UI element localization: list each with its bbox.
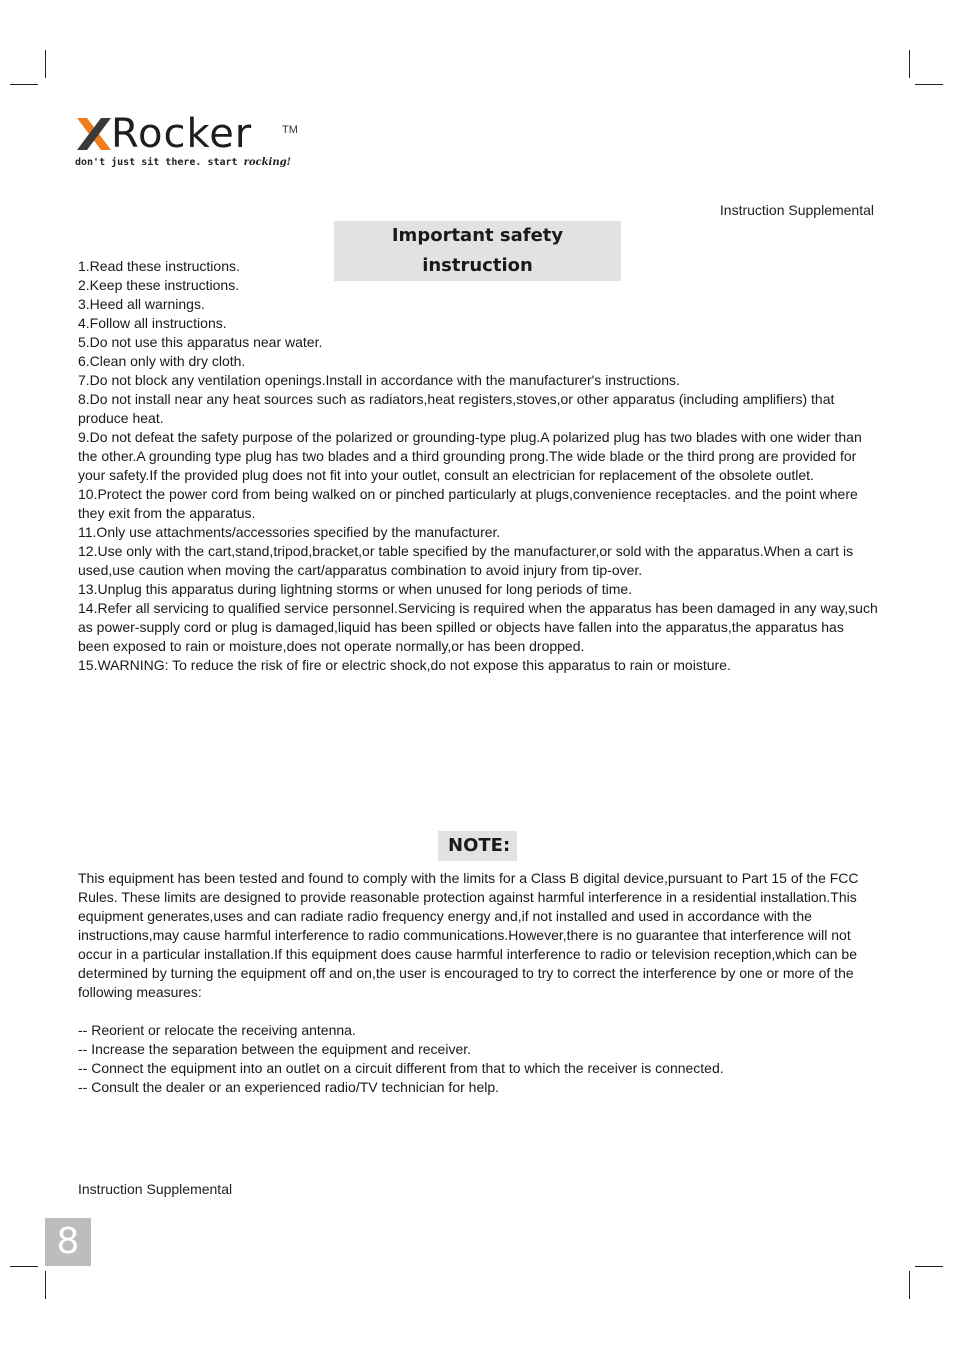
safety-item: 12.Use only with the cart,stand,tripod,bracket,or table specified by the manufacturer,or sold with the apparatus.When a cart is used,use caution when moving the cart/apparatus combination to avoid injury from tip-over.	[78, 543, 854, 578]
page-number: 8	[45, 1218, 91, 1266]
safety-item: 7.Do not block any ventilation openings.Install in accordance with the manufacturer's instructions.	[78, 372, 680, 388]
safety-item: 3.Heed all warnings.	[78, 296, 205, 312]
safety-item: 2.Keep these instructions.	[78, 277, 240, 293]
header-label: Instruction Supplemental	[719, 202, 874, 218]
safety-item: 14.Refer all servicing to qualified service personnel.Servicing is required when the apparatus has been damaged in any way,such as power-supply cord or plug is damaged,liquid has been spilled or objects have fallen into the apparatus,the apparatus has been exposed to rain or moisture,does not operate normally,or has been dropped.	[78, 600, 878, 654]
brand-tagline	[75, 157, 291, 168]
crop-mark	[915, 1266, 943, 1267]
note-body: This equipment has been tested and found to comply with the limits for a Class B digital device,pursuant to Part 15 of the FCC Rules. These limits are designed to provide reasonable protection against harmful interference in a residential installation.This equipment generates,uses and can radiate radio frequency energy and,if not installed and used in accordance with the instructions,may cause harmful interference to radio communications.However,there is no guarantee that interference will not occur in a particular installation.If this equipment does cause harmful interference to radio or television reception,which can be determined by turning the equipment off and on,the user is encouraged to try to correct the interference by one or more of the following measures:	[78, 870, 859, 1000]
crop-mark	[915, 84, 943, 85]
crop-mark	[45, 50, 46, 78]
crop-mark	[45, 1271, 46, 1299]
brand-logo	[75, 112, 305, 174]
safety-item: 6.Clean only with dry cloth.	[78, 353, 246, 369]
x-logo-icon	[75, 116, 113, 152]
measure-item: -- Consult the dealer or an experienced radio/TV technician for help.	[78, 1079, 500, 1095]
trademark-symbol: TM	[282, 124, 298, 136]
safety-heading: Important safety instruction	[334, 221, 621, 281]
safety-item: 11.Only use attachments/accessories specified by the manufacturer.	[78, 524, 501, 540]
crop-mark	[10, 1266, 38, 1267]
crop-mark	[10, 84, 38, 85]
measure-item: -- Reorient or relocate the receiving antenna.	[78, 1022, 356, 1038]
safety-item: 10.Protect the power cord from being walked on or pinched particularly at plugs,convenience receptacles. and the point where they exit from the apparatus.	[78, 486, 858, 521]
crop-mark	[909, 50, 910, 78]
note-heading: NOTE:	[438, 831, 517, 861]
safety-item: 15.WARNING: To reduce the risk of fire or electric shock,do not expose this apparatus to rain or moisture.	[78, 657, 731, 673]
safety-item: 4.Follow all instructions.	[78, 315, 227, 331]
brand-wordmark: Rocker	[111, 111, 253, 157]
tagline-emphasis: rocking!	[243, 157, 291, 168]
measure-item: -- Connect the equipment into an outlet on a circuit different from that to which the receiver is connected.	[78, 1060, 724, 1076]
crop-mark	[909, 1271, 910, 1299]
safety-item: 13.Unplug this apparatus during lightning storms or when unused for long periods of time.	[78, 581, 633, 597]
interference-measures-list	[78, 1021, 878, 1097]
safety-item: 5.Do not use this apparatus near water.	[78, 334, 323, 350]
tagline-prefix: don't just sit there. start	[75, 157, 244, 168]
safety-item: 1.Read these instructions.	[78, 258, 240, 274]
footer-label: Instruction Supplemental	[78, 1181, 233, 1197]
safety-item: 9.Do not defeat the safety purpose of the polarized or grounding-type plug.A polarized plug has two blades with one wider than the other.A grounding type plug has two blades and a third grounding prong.The wide blade or the third prong are provided for your safety.If the provided plug does not fit into your outlet, consult an electrician for replacement of the obsolete outlet.	[78, 429, 862, 483]
safety-item: 8.Do not install near any heat sources such as radiators,heat registers,stoves,or other apparatus (including amplifiers) that produce heat.	[78, 391, 835, 426]
safety-instructions-list	[78, 257, 878, 675]
measure-item: -- Increase the separation between the equipment and receiver.	[78, 1041, 472, 1057]
